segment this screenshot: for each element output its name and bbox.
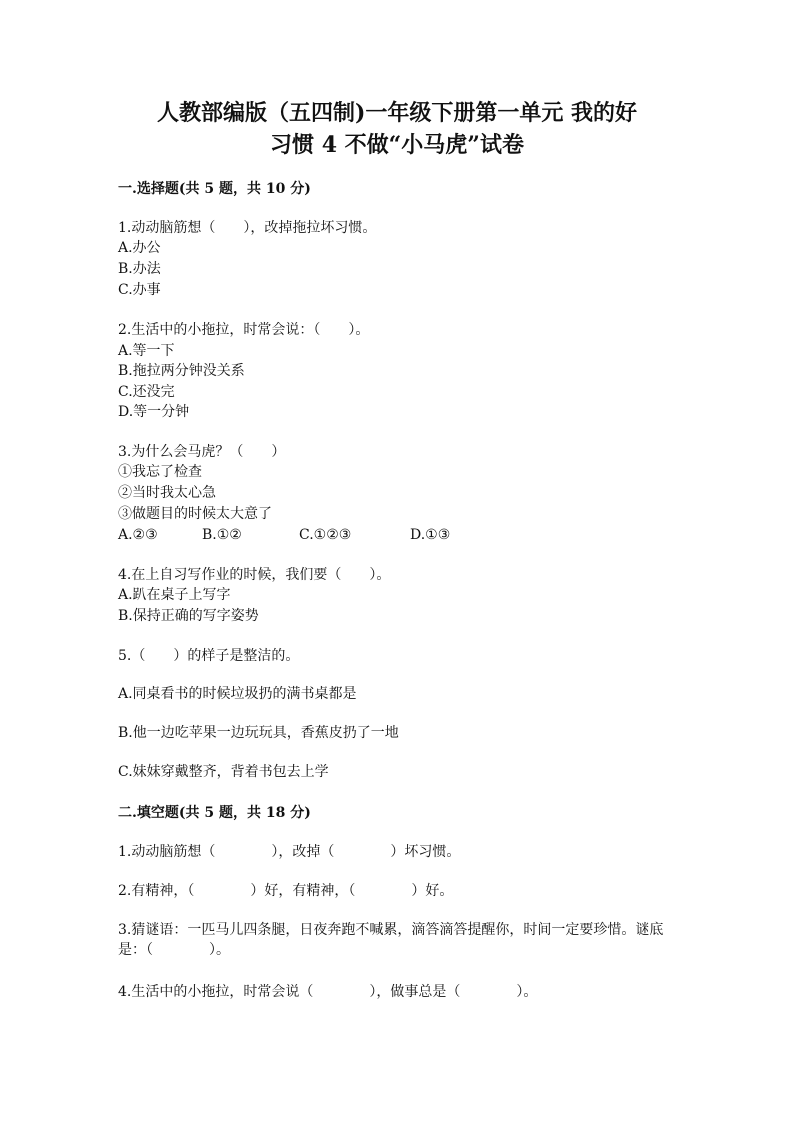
question-stem: 5.（ ）的样子是整洁的。 bbox=[118, 648, 300, 664]
answer-option: B.他一边吃苹果一边玩玩具，香蕉皮扔了一地 bbox=[118, 725, 399, 741]
question-statement: ①我忘了检查 bbox=[118, 464, 202, 480]
question-stem: 1.动动脑筋想（ ），改掉拖拉坏习惯。 bbox=[118, 220, 377, 236]
section-heading-multiple-choice: 一.选择题(共 5 题，共 10 分) bbox=[118, 181, 311, 197]
answer-option: B.办法 bbox=[118, 261, 161, 277]
question-stem: 1.动动脑筋想（ ），改掉（ ）坏习惯。 bbox=[118, 844, 461, 860]
answer-option: A.②③ bbox=[118, 527, 158, 543]
question-stem: 3.猜谜语：一匹马儿四条腿，日夜奔跑不喊累，滴答滴答提醒你，时间一定要珍惜。谜底是：（ ）。 bbox=[118, 922, 664, 958]
answer-option: D.等一分钟 bbox=[118, 404, 190, 420]
question-stem: 3.为什么会马虎？（ ） bbox=[118, 444, 286, 460]
answer-option: C.①②③ bbox=[299, 527, 352, 543]
question-statement: ②当时我太心急 bbox=[118, 485, 216, 501]
answer-option: A.同桌看书的时候垃圾扔的满书桌都是 bbox=[118, 686, 357, 702]
answer-options-row bbox=[118, 525, 450, 545]
exam-title-line-2: 习惯 4 不做“小马虎”试卷 bbox=[270, 132, 524, 158]
question-stem: 2.生活中的小拖拉，时常会说：（ ）。 bbox=[118, 322, 370, 338]
answer-option: C.办事 bbox=[118, 282, 161, 298]
answer-option: B.①② bbox=[202, 527, 242, 543]
exam-title-line-1: 人教部编版（五四制)一年级下册第一单元 我的好 bbox=[156, 100, 638, 126]
answer-option: D.①③ bbox=[410, 527, 451, 543]
answer-option: B.保持正确的写字姿势 bbox=[118, 608, 259, 624]
answer-option: A.趴在桌子上写字 bbox=[118, 587, 231, 603]
question-statement: ③做题目的时候太大意了 bbox=[118, 506, 272, 522]
answer-option: B.拖拉两分钟没关系 bbox=[118, 363, 245, 379]
question-stem: 2.有精神，（ ）好，有精神，（ ）好。 bbox=[118, 883, 454, 899]
answer-option: C.还没完 bbox=[118, 384, 175, 400]
answer-option: C.妹妹穿戴整齐，背着书包去上学 bbox=[118, 764, 329, 780]
answer-option: A.办公 bbox=[118, 240, 161, 256]
question-stem: 4.在上自习写作业的时候，我们要（ ）。 bbox=[118, 567, 391, 583]
question-stem: 4.生活中的小拖拉，时常会说（ ），做事总是（ ）。 bbox=[118, 984, 538, 1000]
section-heading-fill-in: 二.填空题(共 5 题，共 18 分) bbox=[118, 805, 311, 821]
answer-option: A.等一下 bbox=[118, 343, 175, 359]
